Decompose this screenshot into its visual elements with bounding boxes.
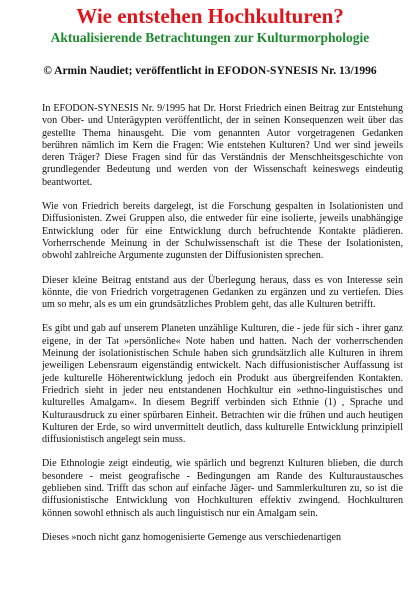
author-credit: © Armin Naudiet; veröffentlicht in EFODON-SYNESIS Nr. 13/1996 [43, 65, 377, 77]
paragraph-4: Es gibt und gab auf unserem Planeten unzählige Kulturen, die - jede für sich - ihrer ganz eigene, in der Tat »persönliche« Note haben und hatten. Nach der vorherrschenden Meinung der isolationistischen Schule haben sich grundsätzlich alle Kulturen in ihrem jeweiligen Lebensraum eigenständig entwickelt. Nach diffusionistischer Auffassung ist jede kulturelle Höherentwicklung jedoch ein Produkt aus übergreifenden Kontakten. Friedrich sieht in jeder neu entstandenen Hochkultur ein »ethno-linguistisches und kulturelles Amalgam«. In diesem Begriff verbinden sich Ethnie (1) , Sprache und Kulturausdruck zu einer spürbaren Einheit. Betrachten wir die frühen und auch heutigen Kulturen der Erde, so wird unvermittelt deutlich, dass kulturelle Entwicklung prinzipiell diffusionistisch angelegt sein muss. [42, 323, 403, 446]
page-subtitle: Aktualisierende Betrachtungen zur Kulturmorphologie [50, 30, 370, 45]
paragraph-1: In EFODON-SYNESIS Nr. 9/1995 hat Dr. Horst Friedrich einen Beitrag zur Entstehung von Ober- und Unterägypten veröffentlicht, der in seinen Konsequenzen weit über das gestellte Thema hinausgeht. Die vom genannten Autor vorgetragenen Gedanken berühren nämlich im Kern die Fragen: Wie entstehen Kulturen? Und wer sind jeweils deren Träger? Diese Fragen sind für das Verständnis der Menschheitsgeschichte von grundlegender Bedeutung und werden von der Wissenschaft keineswegs eindeutig beantwortet. [42, 103, 403, 188]
paragraph-3: Dieser kleine Beitrag entstand aus der Überlegung heraus, dass es von Interesse sein könnte, die von Friedrich vorgetragenen Gedanken zu ergänzen und zu vertiefen. Dies um so mehr, als es um ein grundsätzliches Problem geht, das alle Kulturen betrifft. [42, 274, 403, 311]
paragraph-5: Die Ethnologie zeigt eindeutig, wie spärlich und begrenzt Kulturen blieben, die durch besondere - meist geografische - Bedingungen am Rande des Kulturaustausches geblieben sind. Trifft das schon auf einfache Jäger- und Sammlerkulturen zu, so ist die diffusionistische Entwicklung von Hochkulturen effektiv zwingend. Hochkulturen können sowohl ethnisch als auch linguistisch nur ein Amalgam sein. [42, 458, 403, 519]
paragraph-6: Dieses »noch nicht ganz homogenisierte Gemenge aus verschiedenartigen [42, 531, 342, 543]
paragraph-2: Wie von Friedrich bereits dargelegt, ist die Forschung gespalten in Isolationisten und Diffusionisten. Zwei Gruppen also, die entweder für eine isolierte, jeweils unabhängige Entwicklung oder für eine Entwicklung durch befruchtende Kontakte plädieren. Vorherrschende Meinung in der Schulwissenschaft ist die These der Isolationisten, obwohl zahlreiche Argumente zugunsten der Diffusionisten sprechen. [42, 201, 403, 262]
article-body [42, 103, 403, 556]
page-title: Wie entstehen Hochkulturen? [76, 4, 344, 28]
